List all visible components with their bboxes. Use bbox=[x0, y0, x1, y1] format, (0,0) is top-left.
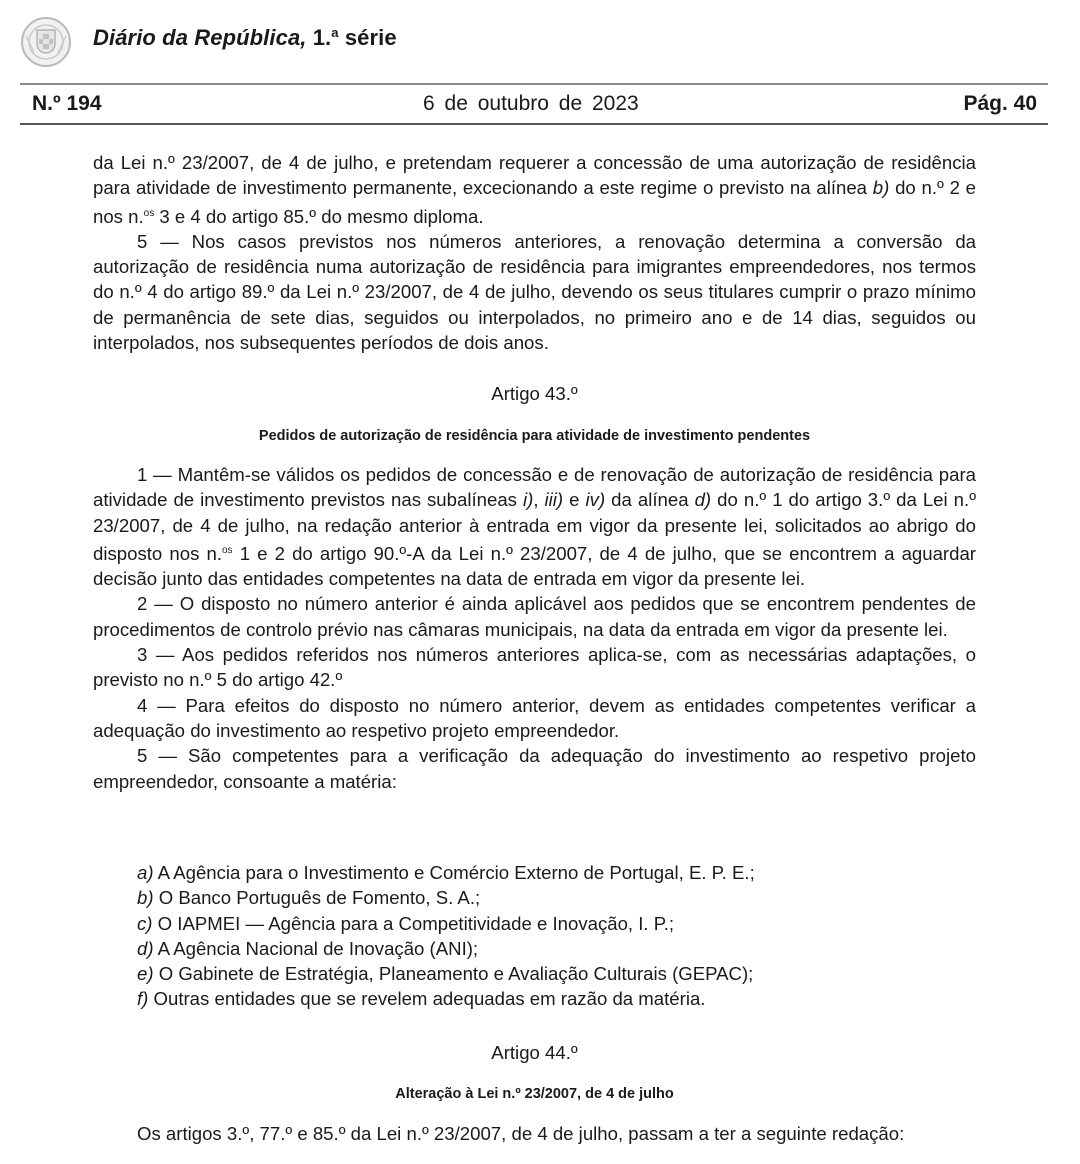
publication-name: Diário da República, bbox=[93, 25, 307, 50]
list-item-text: A Agência Nacional de Inovação (ANI); bbox=[153, 937, 479, 959]
ordinal-os: os bbox=[222, 544, 233, 556]
p1-text-c: e bbox=[563, 489, 586, 511]
article-43-paragraph-5: 5 — São competentes para a verificação da adequação do investimento ao respetivo projeto empreendedor, consoante a matéria: bbox=[93, 745, 976, 792]
p1-text-d: da alínea bbox=[605, 489, 695, 511]
p1-text-a: 1 — Mantêm-se válidos os pedidos de concessão e de renovação de autorização de residência para atividade de investimento previstos nas subalíneas bbox=[93, 464, 976, 511]
list-item bbox=[137, 885, 976, 910]
p1-text-e: do n.º 1 do artigo 3.º da Lei n.º 23/2007, de 4 de julho, na redação anterior à entrada em vigor da presente lei, solicitados ao abrigo do disposto nos n. bbox=[93, 489, 976, 564]
subalinea-i: i) bbox=[522, 489, 534, 511]
continuation-section bbox=[93, 150, 976, 355]
article-43-paragraph-2: 2 — O disposto no número anterior é ainda aplicável aos pedidos que se encontrem pendentes de procedimentos de controlo prévio nas câmaras municipais, na data da entrada em vigor da presente lei. bbox=[93, 593, 976, 640]
p1-text-b: , bbox=[533, 489, 545, 511]
list-item-text: Outras entidades que se revelem adequadas em razão da matéria. bbox=[148, 988, 706, 1010]
list-item bbox=[137, 911, 976, 936]
subalinea-iv: iv) bbox=[585, 489, 606, 511]
list-item-text: A Agência para o Investimento e Comércio Externo de Portugal, E. P. E.; bbox=[153, 862, 755, 883]
article-44-heading: Artigo 44.º bbox=[491, 1042, 578, 1063]
article-43-paragraph-3: 3 — Aos pedidos referidos nos números anteriores aplica-se, com as necessárias adaptações, o previsto no n.º 5 do artigo 42.º bbox=[93, 644, 976, 691]
list-item bbox=[137, 860, 976, 885]
article-43-title: Pedidos de autorização de residência para atividade de investimento pendentes bbox=[258, 428, 811, 444]
article-43-body bbox=[93, 462, 976, 794]
p1-text-f: 1 e 2 do artigo 90.º-A da Lei n.º 23/2007, de 4 de julho, que se encontrem a aguardar decisão junto das entidades competentes na data de entrada em vigor da presente lei. bbox=[93, 542, 976, 590]
article-43-paragraph-4: 4 — Para efeitos do disposto no número anterior, devem as entidades competentes verificar a adequação do investimento ao respetivo projeto empreendedor. bbox=[93, 694, 976, 741]
list-marker: a) bbox=[137, 862, 154, 883]
list-item-text: O Banco Português de Fomento, S. A.; bbox=[153, 887, 481, 909]
list-item bbox=[137, 986, 976, 1011]
list-marker: f) bbox=[137, 988, 149, 1010]
article-43-heading: Artigo 43.º bbox=[491, 383, 578, 404]
alinea-marker: b) bbox=[872, 177, 890, 199]
ordinal-os: os bbox=[143, 207, 155, 219]
list-item bbox=[137, 936, 976, 961]
page-number: Pág. 40 bbox=[963, 92, 1037, 115]
list-marker: e) bbox=[137, 963, 154, 985]
continuation-text-2: do n.º 2 e nos n. bbox=[93, 177, 977, 227]
list-marker: c) bbox=[137, 912, 153, 934]
list-item bbox=[137, 961, 976, 986]
issue-number: N.º 194 bbox=[32, 92, 102, 115]
continuation-paragraph bbox=[93, 150, 976, 229]
publication-title bbox=[93, 25, 397, 51]
item-5-paragraph: 5 — Nos casos previstos nos números anteriores, a renovação determina a conversão da autorização de residência numa autorização de residência para imigrantes empreendedores, nos termos do n.º 4 do artigo 89.º da Lei n.º 23/2007, de 4 de julho, devendo os seus titulares cumprir o prazo mínimo de permanência de sete dias, seguidos ou interpolados, no primeiro ano e de 14 dias, seguidos ou interpolados, nos subsequentes períodos de dois anos. bbox=[93, 230, 976, 354]
series-word: série bbox=[338, 25, 397, 50]
article-43-paragraph-1 bbox=[93, 462, 976, 591]
alinea-d: d) bbox=[694, 489, 712, 511]
article-44-paragraph-1: Os artigos 3.º, 77.º e 85.º da Lei n.º 23/2007, de 4 de julho, passam a ter a seguinte redação: bbox=[137, 1123, 905, 1144]
list-item-text: O IAPMEI — Agência para a Competitividade e Inovação, I. P.; bbox=[152, 912, 675, 934]
subalinea-iii: iii) bbox=[544, 489, 564, 511]
entities-list bbox=[93, 860, 976, 1012]
list-marker: b) bbox=[137, 887, 154, 909]
header-rule-top bbox=[20, 83, 1048, 85]
series-ordinal: a bbox=[331, 25, 339, 40]
header-rule-bottom bbox=[20, 123, 1048, 125]
article-44-body bbox=[93, 1121, 976, 1146]
article-44-title: Alteração à Lei n.º 23/2007, de 4 de julho bbox=[395, 1086, 674, 1102]
continuation-text-1: da Lei n.º 23/2007, de 4 de julho, e pretendam requerer a concessão de uma autorização de residência para atividade de investimento permanente, excecionando a este regime o previsto na alínea bbox=[93, 152, 976, 199]
header-info-row bbox=[32, 92, 1037, 118]
continuation-text-3: 3 e 4 do artigo 85.º do mesmo diploma. bbox=[154, 205, 484, 227]
list-marker: d) bbox=[137, 937, 154, 959]
list-item-text: O Gabinete de Estratégia, Planeamento e Avaliação Culturais (GEPAC); bbox=[153, 963, 754, 985]
portuguese-coat-of-arms-icon bbox=[20, 14, 72, 70]
series-number: 1. bbox=[312, 25, 332, 50]
issue-date: 6 de outubro de 2023 bbox=[423, 92, 639, 115]
